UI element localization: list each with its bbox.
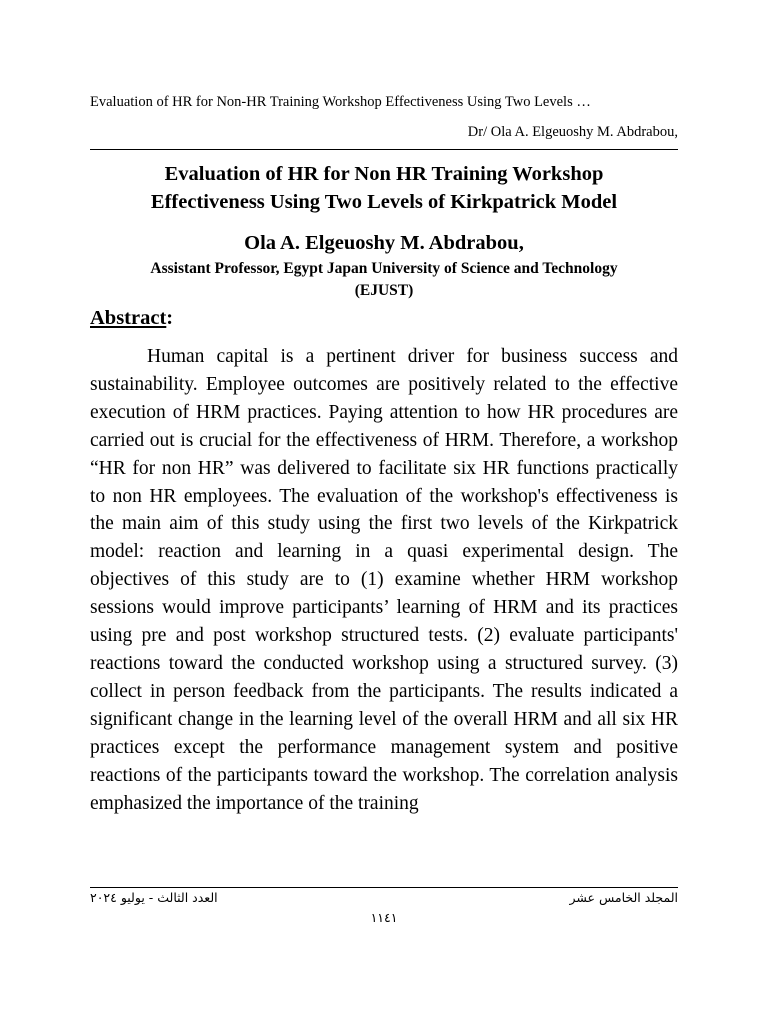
paper-title: [90, 160, 678, 216]
paper-title-line-2: Effectiveness Using Two Levels of Kirkpatrick Model: [150, 191, 618, 213]
header-divider: [90, 149, 678, 150]
abstract-heading-colon: :: [166, 307, 174, 329]
running-header-title: Evaluation of HR for Non-HR Training Workshop Effectiveness Using Two Levels …: [90, 94, 591, 110]
author-name: Ola A. Elgeuoshy M. Abdrabou,: [244, 232, 524, 254]
page-number: ١١٤١: [370, 910, 398, 925]
affiliation-line-2: (EJUST): [354, 282, 414, 299]
footer-issue: العدد الثالث - يوليو ٢٠٢٤: [90, 890, 218, 905]
abstract-heading-text: Abstract: [90, 307, 167, 329]
running-header-author: Dr/ Ola A. Elgeuoshy M. Abdrabou,: [467, 124, 678, 140]
abstract-body: Human capital is a pertinent driver for business success and sustainability. Employee outcomes are positively related to the effective execution of HRM practices. Paying attention to how HR procedures are carried out is crucial for the effectiveness of HRM. Therefore, a workshop “HR for non HR” was delivered to facilitate six HR functions practically to non HR employees. The evaluation of the workshop's effectiveness is the main aim of this study using the first two levels of the Kirkpatrick model: reaction and learning in a quasi experimental design. The objectives of this study are to (1) examine whether HRM workshop sessions would improve participants’ learning of HRM and its practices using pre and post workshop structured tests. (2) evaluate participants' reactions toward the conducted workshop using a structured survey. (3) collect in person feedback from the participants. The results indicated a significant change in the learning level of the overall HRM and all six HR practices except the performance management system and positive reactions of the participants toward the workshop. The correlation analysis emphasized the importance of the training: [90, 346, 678, 814]
paper-title-line-1: Evaluation of HR for Non HR Training Workshop: [164, 163, 604, 185]
abstract-heading: [90, 304, 173, 332]
affiliation-line-1: Assistant Professor, Egypt Japan University of Science and Technology: [150, 260, 618, 277]
author-affiliation: [90, 258, 678, 302]
footer-divider: [90, 887, 678, 888]
footer-volume: المجلد الخامس عشر: [569, 890, 678, 905]
